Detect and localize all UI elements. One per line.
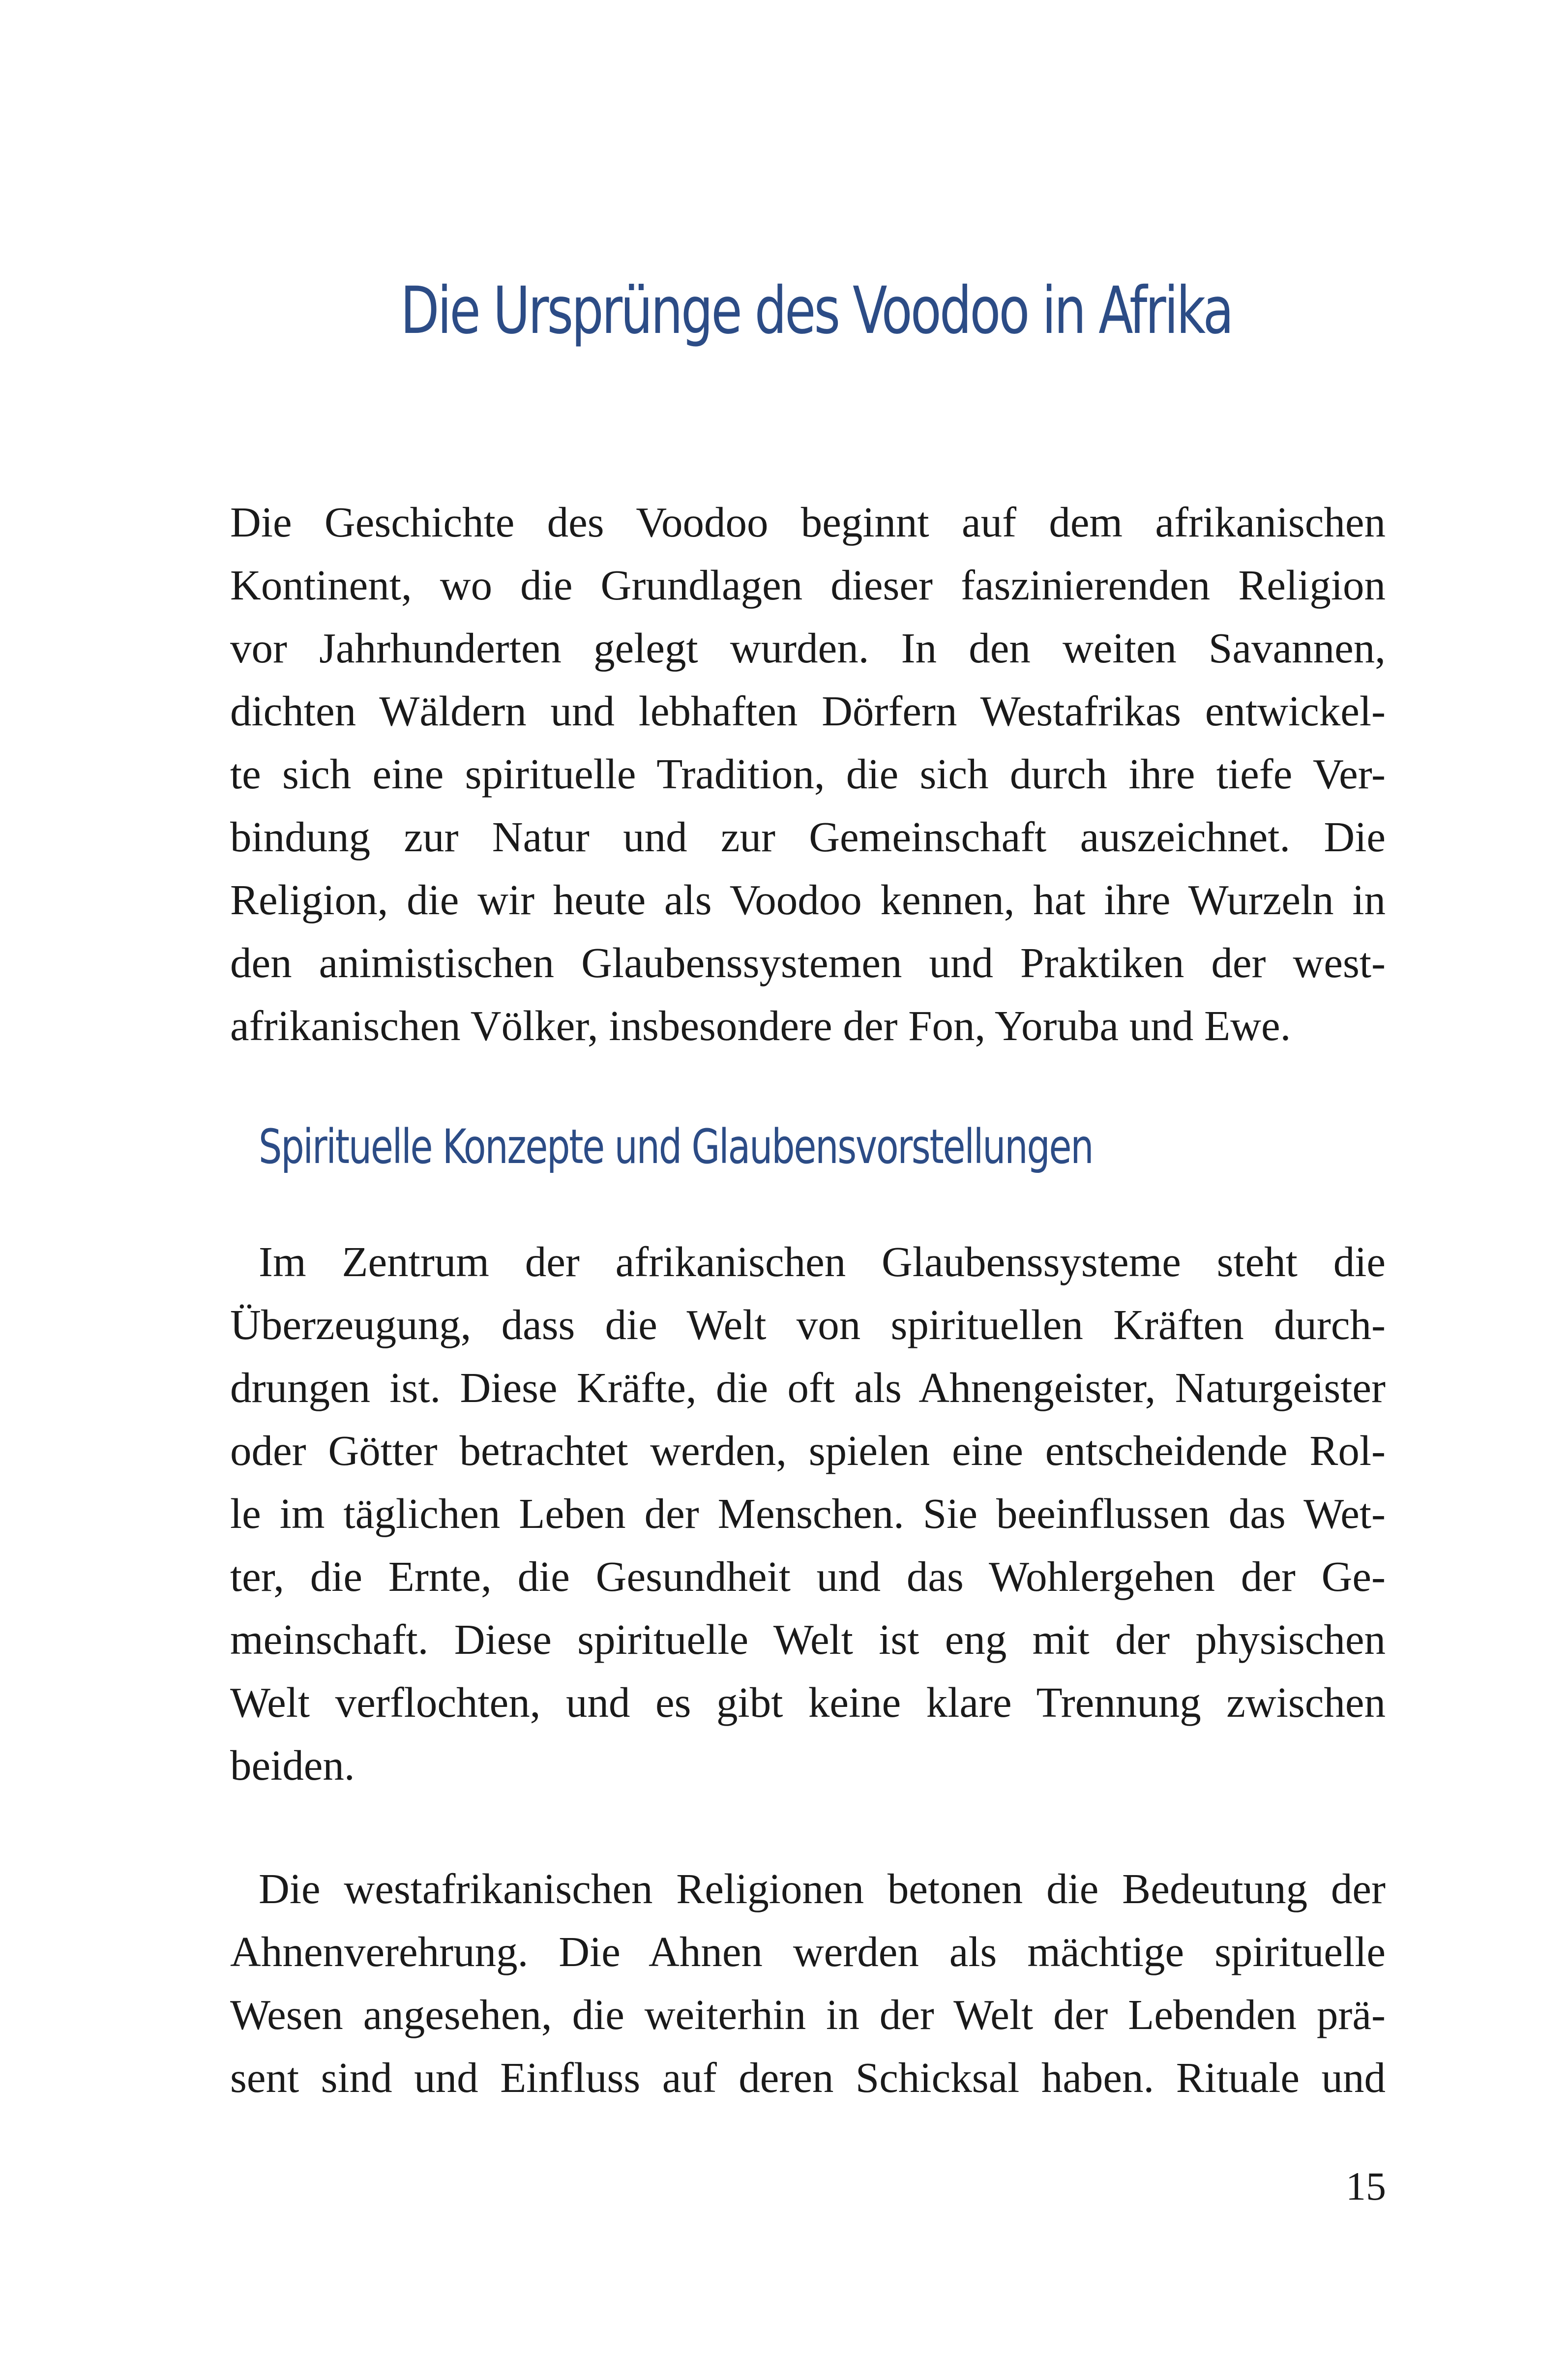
text-line: sent sind und Einfluss auf deren Schicksal haben. Rituale und [230, 2054, 1386, 2101]
text-line: oder Götter betrachtet werden, spielen eine entscheidende Rol- [230, 1427, 1386, 1474]
text-line: le im täglichen Leben der Menschen. Sie beeinflussen das Wet- [230, 1490, 1386, 1537]
text-line: beiden. [230, 1741, 355, 1789]
section-paragraph [230, 1230, 1386, 1797]
text-line: dichten Wäldern und lebhaften Dörfern Westafrikas entwickel- [230, 687, 1386, 735]
text-line: Die westafrikanischen Religionen betonen die Bedeutung der [259, 1865, 1386, 1912]
text-line: vor Jahrhunderten gelegt wurden. In den weiten Savannen, [230, 624, 1386, 672]
text-line: bindung zur Natur und zur Gemeinschaft auszeichnet. Die [230, 813, 1386, 861]
text-line: Welt verflochten, und es gibt keine klare Trennung zwischen [230, 1678, 1386, 1726]
text-line: Religion, die wir heute als Voodoo kennen, hat ihre Wurzeln in [230, 876, 1386, 924]
text-line: Kontinent, wo die Grundlagen dieser faszinierenden Religion [230, 561, 1386, 609]
text-line: meinschaft. Diese spirituelle Welt ist eng mit der physischen [230, 1615, 1386, 1663]
text-line: drungen ist. Diese Kräfte, die oft als Ahnengeister, Naturgeister [230, 1364, 1386, 1411]
text-line: Überzeugung, dass die Welt von spirituellen Kräften durch- [230, 1301, 1386, 1348]
text-line: Im Zentrum der afrikanischen Glaubenssysteme steht die [259, 1238, 1386, 1285]
section-heading: Spirituelle Konzepte und Glaubensvorstellungen [259, 1119, 1093, 1174]
text-line: Ahnenverehrung. Die Ahnen werden als mächtige spirituelle [230, 1928, 1386, 1975]
text-line: ter, die Ernte, die Gesundheit und das Wohlergehen der Ge- [230, 1552, 1386, 1600]
text-line: Die Geschichte des Voodoo beginnt auf dem afrikanischen [230, 498, 1386, 546]
text-line: afrikanischen Völker, insbesondere der Fon, Yoruba und Ewe. [230, 1002, 1291, 1049]
text-line: den animistischen Glaubenssystemen und Praktiken der west- [230, 939, 1386, 986]
page-number: 15 [1346, 2164, 1386, 2209]
text-line: Wesen angesehen, die weiterhin in der Welt der Lebenden prä- [230, 1991, 1386, 2038]
text-line: te sich eine spirituelle Tradition, die sich durch ihre tiefe Ver- [230, 750, 1386, 798]
section-paragraph [230, 1857, 1386, 2109]
intro-paragraph [230, 491, 1386, 1057]
chapter-title: Die Ursprünge des Voodoo in Afrika [400, 273, 1232, 349]
